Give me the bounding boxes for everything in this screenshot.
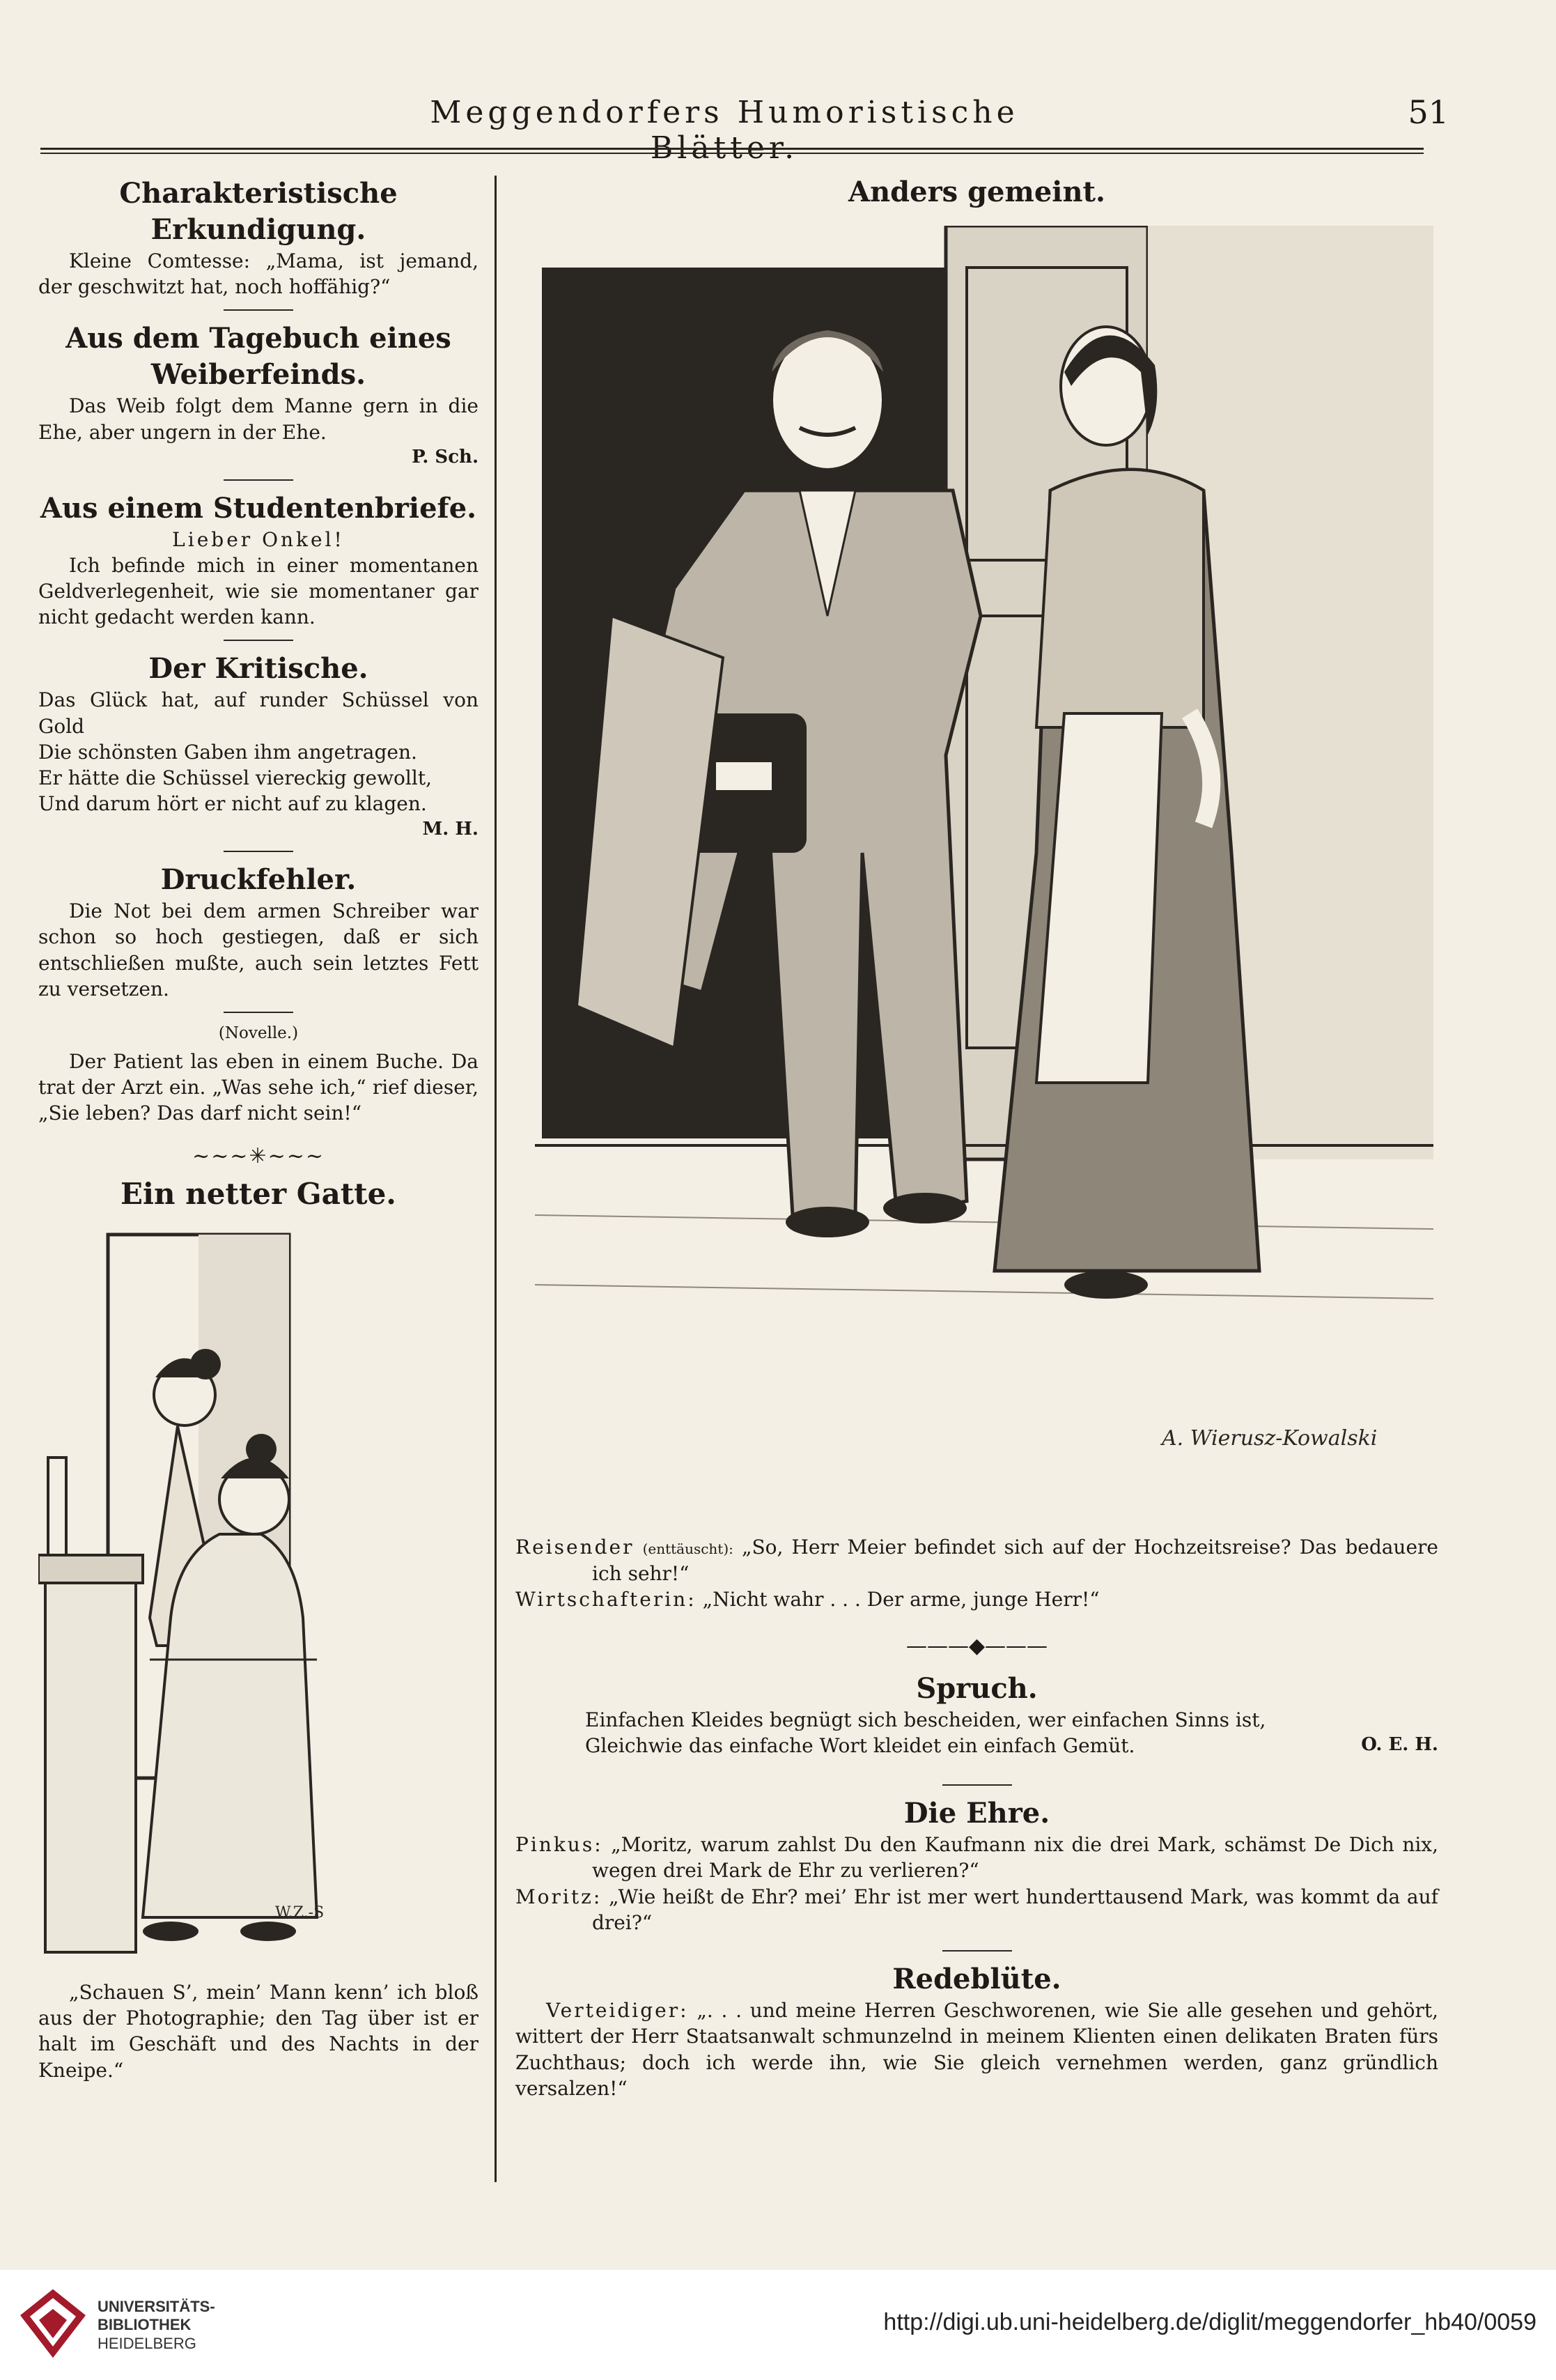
dialogue-reisender (515, 1534, 1438, 1586)
library-logo-icon (18, 2288, 88, 2358)
speaker-reisender: Reisender (515, 1536, 635, 1559)
verse-line: Und darum hört er nicht auf zu klagen. (38, 792, 427, 816)
stage-note: (enttäuscht): (642, 1540, 733, 1557)
signature-kritische: M. H. (422, 818, 479, 840)
left-column (38, 176, 479, 2189)
signature-spruch: O. E. H. (1361, 1734, 1438, 1756)
heading-redebluete: Redeblüte. (892, 1962, 1061, 1995)
text-studentenbriefe: Ich befinde mich in einer momentanen Geldverlegenheit, wie sie momentaner gar nicht gedacht werden kann. (38, 553, 479, 629)
header-rule (40, 148, 1424, 154)
verse-line (515, 1733, 1438, 1759)
dialogue-moritz (515, 1884, 1438, 1936)
verse-line: Die schönsten Gaben ihm angetragen. (38, 740, 417, 764)
section-rule (942, 1950, 1012, 1952)
page-number: 51 (1408, 93, 1449, 131)
running-title: Meggendorfers Humoristische Blätter. (430, 95, 1019, 166)
section-rule (224, 640, 293, 641)
heading-druckfehler: Druckfehler. (160, 863, 357, 897)
text-druckfehler-2: Der Patient las eben in einem Buche. Da trat der Arzt ein. „Was sehe ich,“ rief dieser, „Sie leben? Das darf nicht sein!“ (38, 1049, 479, 1125)
speaker-moritz: Moritz: (515, 1885, 602, 1908)
dialogue-text: „Nicht wahr . . . Der arme, junge Herr!“ (702, 1588, 1100, 1612)
illustration-traveler-and-housekeeper (535, 226, 1433, 1522)
heading-studentenbriefe: Aus einem Studentenbriefe. (40, 491, 477, 525)
viewer-footer (0, 2270, 1556, 2380)
signature-tagebuch: P. Sch. (412, 446, 479, 468)
dialogue-text: „Moritz, warum zahlst Du den Kaufmann nix die drei Mark, schämst De Dich nix, wegen drei Mark de Ehr zu verlieren?“ (592, 1832, 1438, 1883)
heading-die-ehre: Die Ehre. (903, 1796, 1050, 1830)
heading-tagebuch-line2: Weiberfeinds. (150, 358, 366, 392)
source-url[interactable]: http://digi.ub.uni-heidelberg.de/diglit/meggendorfer_hb40/0059 (883, 2309, 1536, 2335)
speaker-verteidiger: Verteidiger: (546, 1998, 689, 2022)
heading-der-kritische: Der Kritische. (148, 652, 368, 686)
heading-spruch: Spruch. (916, 1671, 1038, 1705)
illustration-artist-mark: W.Z.-S (275, 1904, 325, 1922)
note-novelle: (Novelle.) (218, 1024, 299, 1043)
illustration-two-women (38, 1228, 359, 1970)
heading-ein-netter-gatte: Ein netter Gatte. (120, 1177, 396, 1212)
verse-line: Das Glück hat, auf runder Schüssel von Gold (38, 688, 479, 738)
heading-tagebuch-line1: Aus dem Tagebuch eines (65, 322, 451, 355)
speaker-wirtschafterin: Wirtschafterin: (515, 1588, 697, 1612)
section-rule (224, 1012, 293, 1013)
verse-line: Er hätte die Schüssel viereckig gewollt, (38, 766, 432, 790)
verse-line-text: Gleichwie das einfache Wort kleidet ein einfach Gemüt. (585, 1734, 1135, 1758)
section-rule (224, 851, 293, 852)
column-divider (495, 176, 497, 2182)
dialogue-text: „So, Herr Meier befindet sich auf der Hochzeitsreise? Das bedauere ich sehr!“ (592, 1536, 1438, 1585)
dialogue-wirtschafterin (515, 1586, 1438, 1613)
library-name-line3: HEIDELBERG (98, 2334, 196, 2352)
library-name-line2: BIBLIOTHEK (98, 2316, 192, 2334)
library-name (98, 2298, 215, 2353)
verse-line: Einfachen Kleides begnügt sich bescheiden, wer einfachen Sinns ist, (585, 1708, 1266, 1731)
text-tagebuch: Das Weib folgt dem Manne gern in die Ehe, aber ungern in der Ehe. (38, 394, 479, 444)
dialogue-pinkus (515, 1832, 1438, 1884)
caption-ein-netter-gatte: „Schauen S’, mein’ Mann kenn’ ich bloß aus der Photographie; den Tag über ist er halt im Geschäft und des Nachts in der Kneipe.“ (38, 1981, 479, 2082)
heading-charakteristische-erkundigung: Charakteristische Erkundigung. (119, 177, 398, 246)
heading-anders-gemeint: Anders gemeint. (848, 176, 1105, 208)
dialogue-text: „Wie heißt de Ehr? mei’ Ehr ist mer wert hunderttausend Mark, was kommt da auf drei?“ (592, 1885, 1438, 1935)
right-column (515, 174, 1438, 2191)
text-druckfehler-1: Die Not bei dem armen Schreiber war schon so hoch gestiegen, daß er sich entschließen mußte, auch sein letztes Fett zu versetzen. (38, 899, 479, 1000)
illustration-artist-signature: A. Wierusz-Kowalski (1162, 1426, 1378, 1451)
library-name-line1: UNIVERSITÄTS- (98, 2298, 215, 2315)
section-rule (224, 309, 293, 311)
section-rule (224, 479, 293, 481)
fancy-divider: ———◆——— (905, 1633, 1048, 1658)
salutation-studentenbriefe: Lieber Onkel! (172, 527, 345, 551)
speaker-pinkus: Pinkus: (515, 1832, 603, 1856)
text-charakteristische-erkundigung: Kleine Comtesse: „Mama, ist jemand, der geschwitzt hat, noch hoffähig?“ (38, 249, 479, 299)
ornament-divider: ~~~✳~~~ (192, 1144, 325, 1169)
dialogue-verteidiger (515, 1998, 1438, 2102)
section-rule (942, 1784, 1012, 1786)
dialogue-text: „. . . und meine Herren Geschworenen, wie Sie alle gesehen und gehört, wittert der Herr Staatsanwalt schmunzelnd in meinem Klienten einen delikaten Braten fürs Zuchthaus; doch ich werde ihn, wie Sie gleich vernehmen werden, ganz gründlich versalzen!“ (515, 1998, 1438, 2101)
